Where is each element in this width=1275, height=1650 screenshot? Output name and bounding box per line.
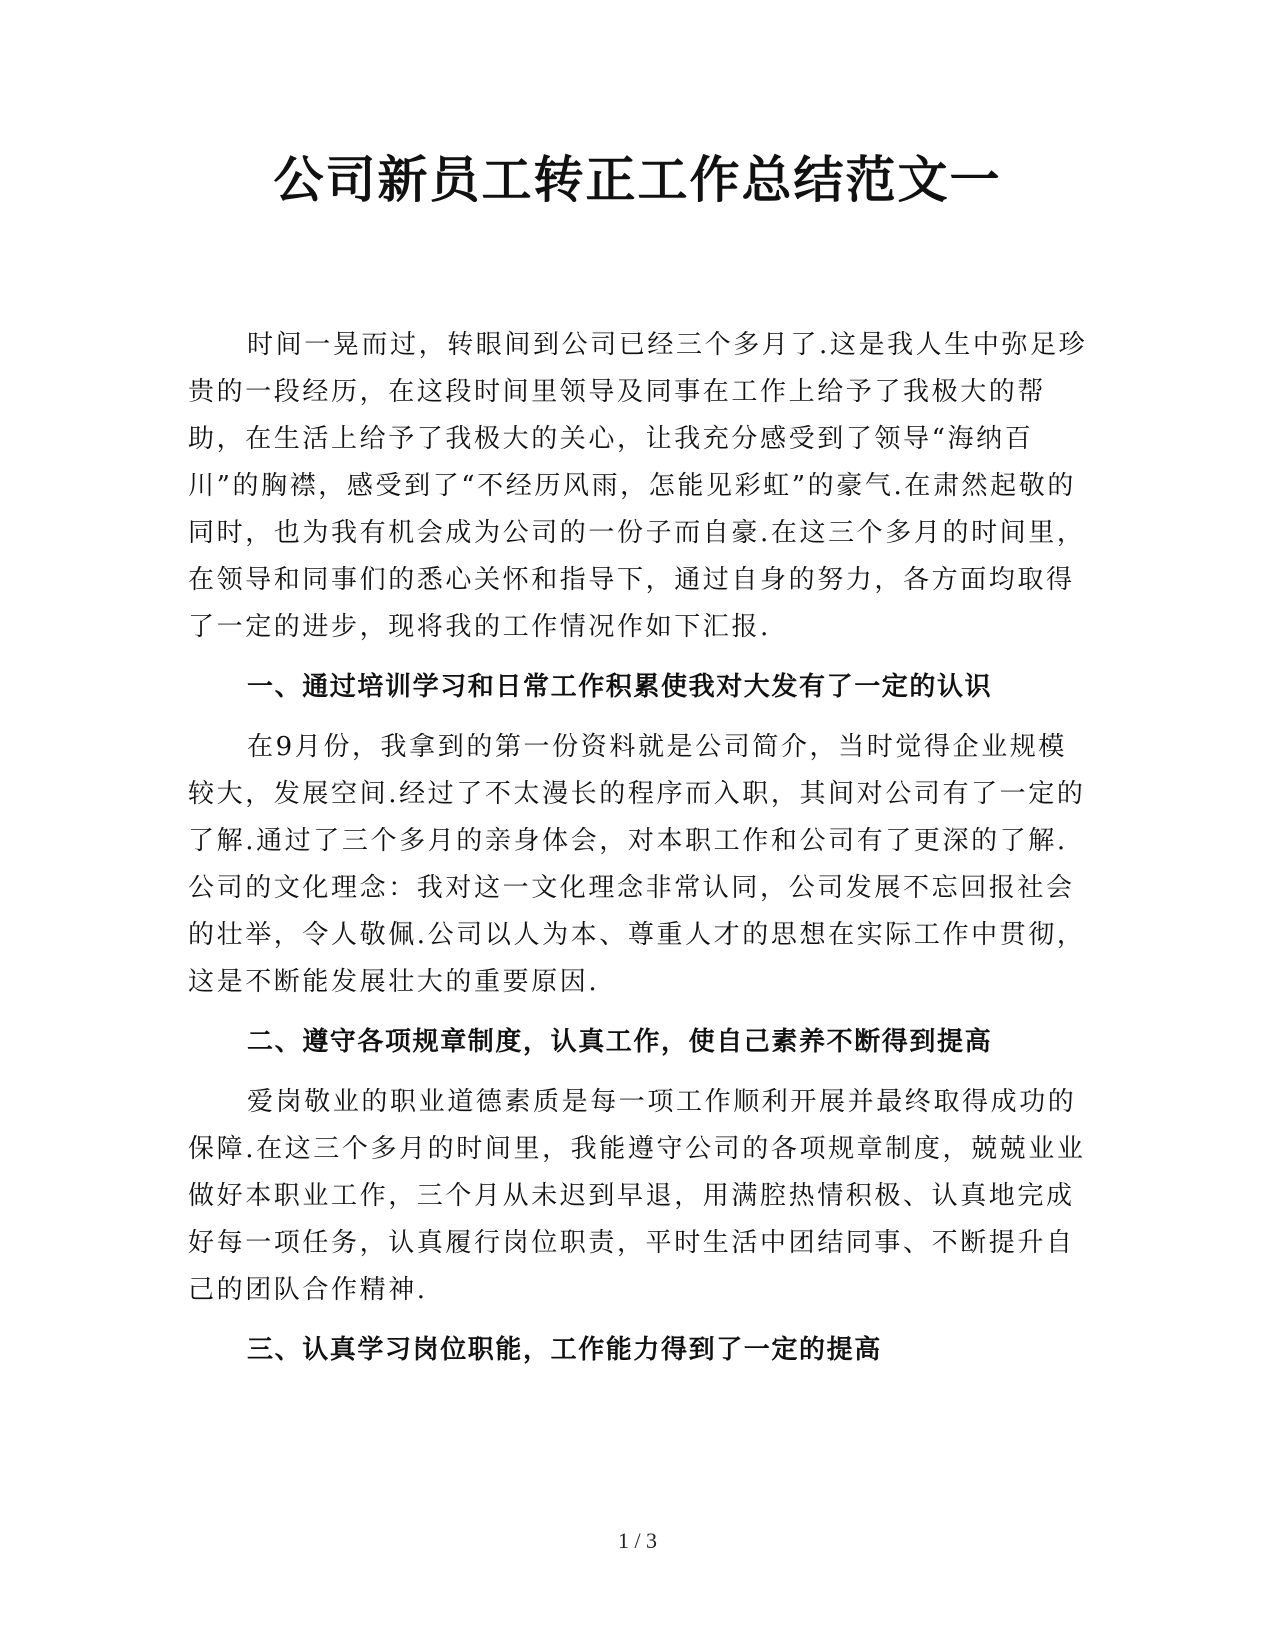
document-body bbox=[188, 322, 1088, 1387]
section-1-paragraph: 在9月份，我拿到的第一份资料就是公司简介，当时觉得企业规模较大，发展空间.经过了不太漫长的程序而入职，其间对公司有了一定的了解.通过了三个多月的亲身体会，对本职工作和公司有了更深的了解.公司的文化理念：我对这一文化理念非常认同，公司发展不忘回报社会的壮举，令人敬佩.公司以人为本、尊重人才的思想在实际工作中贯彻，这是不断能发展壮大的重要原因. bbox=[188, 732, 1086, 997]
page-number: 1 / 3 bbox=[617, 1528, 658, 1553]
section-2-heading: 二、遵守各项规章制度，认真工作，使自己素养不断得到提高 bbox=[247, 1027, 993, 1057]
section-2-paragraph: 爱岗敬业的职业道德素质是每一项工作顺利开展并最终取得成功的保障.在这三个多月的时间里，我能遵守公司的各项规章制度，兢兢业业做好本职业工作，三个月从未迟到早退，用满腔热情积极、认真地完成好每一项任务，认真履行岗位职责，平时生活中团结同事、不断提升自己的团队合作精神. bbox=[188, 1087, 1086, 1305]
section-1-heading: 一、通过培训学习和日常工作积累使我对大发有了一定的认识 bbox=[247, 672, 993, 702]
section-3-heading: 三、认真学习岗位职能，工作能力得到了一定的提高 bbox=[247, 1335, 882, 1365]
intro-paragraph: 时间一晃而过，转眼间到公司已经三个多月了.这是我人生中弥足珍贵的一段经历，在这段时间里领导及同事在工作上给予了我极大的帮助，在生活上给予了我极大的关心，让我充分感受到了领导“海纳百川”的胸襟，感受到了“不经历风雨，怎能见彩虹”的豪气.在肃然起敬的同时，也为我有机会成为公司的一份子而自豪.在这三个多月的时间里，在领导和同事们的悉心关怀和指导下，通过自身的努力，各方面均取得了一定的进步，现将我的工作情况作如下汇报. bbox=[188, 330, 1088, 642]
document-title: 公司新员工转正工作总结范文一 bbox=[273, 150, 1002, 209]
